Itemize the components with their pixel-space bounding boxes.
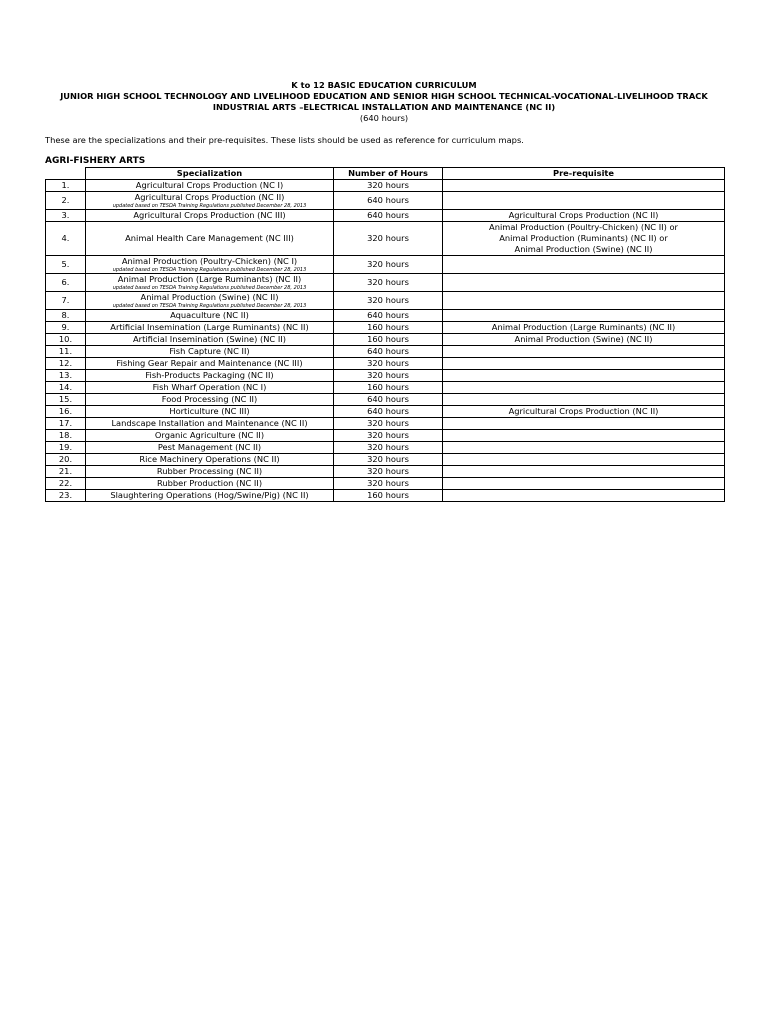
table-row xyxy=(46,490,725,502)
prerequisite-cell xyxy=(443,370,725,382)
hours-cell: 320 hours xyxy=(334,358,443,370)
hours-cell: 320 hours xyxy=(334,466,443,478)
row-number: 15. xyxy=(46,394,86,406)
row-number: 19. xyxy=(46,442,86,454)
row-number: 23. xyxy=(46,490,86,502)
prerequisite-line: Agricultural Crops Production (NC II) xyxy=(508,210,659,220)
prerequisite-cell xyxy=(443,394,725,406)
prerequisite-cell xyxy=(443,334,725,346)
section-title: AGRI-FISHERY ARTS xyxy=(45,156,146,166)
specialization-name: Food Processing (NC II) xyxy=(161,394,258,404)
specialization-name: Animal Production (Swine) (NC II) xyxy=(140,292,279,302)
table-row xyxy=(46,334,725,346)
specialization-name: Fishing Gear Repair and Maintenance (NC III) xyxy=(116,358,303,368)
prerequisite-cell xyxy=(443,454,725,466)
row-number: 16. xyxy=(46,406,86,418)
prerequisite-line: Agricultural Crops Production (NC II) xyxy=(508,406,659,416)
prerequisite-line: Animal Production (Ruminants) (NC II) or xyxy=(499,233,668,243)
row-number: 8. xyxy=(46,310,86,322)
specialization-cell xyxy=(86,406,334,418)
hours-cell: 320 hours xyxy=(334,454,443,466)
specialization-name: Agricultural Crops Production (NC II) xyxy=(134,192,285,202)
table-row xyxy=(46,406,725,418)
hours-cell: 320 hours xyxy=(334,478,443,490)
specialization-cell xyxy=(86,454,334,466)
specialization-name: Artificial Insemination (Swine) (NC II) xyxy=(133,334,286,344)
table-row xyxy=(46,358,725,370)
specialization-name: Rice Machinery Operations (NC II) xyxy=(139,454,280,464)
prerequisite-cell xyxy=(443,346,725,358)
specialization-cell xyxy=(86,442,334,454)
specialization-table xyxy=(45,167,725,502)
row-number: 9. xyxy=(46,322,86,334)
specialization-cell xyxy=(86,478,334,490)
table-row xyxy=(46,274,725,292)
header-duration: (640 hours) xyxy=(359,113,409,123)
row-number: 5. xyxy=(46,256,86,274)
row-number: 10. xyxy=(46,334,86,346)
specialization-name: Landscape Installation and Maintenance (NC II) xyxy=(111,418,308,428)
specialization-name: Animal Production (Large Ruminants) (NC II) xyxy=(117,274,302,284)
prerequisite-cell xyxy=(443,418,725,430)
row-number: 3. xyxy=(46,210,86,222)
hours-cell: 320 hours xyxy=(334,274,443,292)
table-row xyxy=(46,256,725,274)
specialization-name: Artificial Insemination (Large Ruminants) (NC II) xyxy=(110,322,309,332)
table-row xyxy=(46,430,725,442)
prerequisite-cell xyxy=(443,322,725,334)
header-title: K to 12 BASIC EDUCATION CURRICULUM xyxy=(291,80,477,90)
prerequisite-cell xyxy=(443,430,725,442)
specialization-cell xyxy=(86,394,334,406)
specialization-cell xyxy=(86,292,334,310)
header-strand: INDUSTRIAL ARTS –ELECTRICAL INSTALLATION AND MAINTENANCE (NC II) xyxy=(212,102,556,112)
prerequisite-cell xyxy=(443,256,725,274)
hours-cell: 320 hours xyxy=(334,442,443,454)
prerequisite-cell xyxy=(443,192,725,210)
specialization-name: Fish-Products Packaging (NC II) xyxy=(145,370,274,380)
specialization-name: Animal Health Care Management (NC III) xyxy=(125,233,294,243)
table-row xyxy=(46,454,725,466)
table-row xyxy=(46,310,725,322)
specialization-cell xyxy=(86,358,334,370)
prerequisite-cell xyxy=(443,222,725,256)
specialization-name: Animal Production (Poultry-Chicken) (NC I) xyxy=(121,256,298,266)
header-cell-blank xyxy=(46,168,86,180)
prerequisite-cell xyxy=(443,310,725,322)
prerequisite-line: Animal Production (Large Ruminants) (NC II) xyxy=(491,322,676,332)
row-number: 17. xyxy=(46,418,86,430)
hours-cell: 160 hours xyxy=(334,382,443,394)
document-header xyxy=(0,80,768,124)
prerequisite-cell xyxy=(443,406,725,418)
prerequisite-cell xyxy=(443,180,725,192)
row-number: 6. xyxy=(46,274,86,292)
hours-cell: 320 hours xyxy=(334,418,443,430)
row-number: 12. xyxy=(46,358,86,370)
table-row xyxy=(46,322,725,334)
update-note: updated based on TESDA Training Regulations published December 28, 2013 xyxy=(112,303,307,309)
update-note: updated based on TESDA Training Regulations published December 28, 2013 xyxy=(112,203,307,209)
row-number: 11. xyxy=(46,346,86,358)
row-number: 4. xyxy=(46,222,86,256)
table-row xyxy=(46,418,725,430)
row-number: 21. xyxy=(46,466,86,478)
update-note: updated based on TESDA Training Regulations published December 28, 2013 xyxy=(112,267,307,273)
specialization-name: Fish Capture (NC II) xyxy=(169,346,250,356)
specialization-name: Pest Management (NC II) xyxy=(157,442,262,452)
hours-cell: 640 hours xyxy=(334,310,443,322)
row-number: 7. xyxy=(46,292,86,310)
update-note: updated based on TESDA Training Regulations published December 28, 2013 xyxy=(112,285,307,291)
specialization-cell xyxy=(86,222,334,256)
table-row xyxy=(46,478,725,490)
specialization-cell xyxy=(86,192,334,210)
row-number: 13. xyxy=(46,370,86,382)
table-row xyxy=(46,292,725,310)
table-row xyxy=(46,466,725,478)
row-number: 1. xyxy=(46,180,86,192)
specialization-name: Rubber Processing (NC II) xyxy=(156,466,263,476)
specialization-name: Aquaculture (NC II) xyxy=(170,310,249,320)
specialization-table-container xyxy=(45,167,725,507)
row-number: 2. xyxy=(46,192,86,210)
hours-cell: 160 hours xyxy=(334,334,443,346)
specialization-name: Fish Wharf Operation (NC I) xyxy=(152,382,267,392)
specialization-name: Rubber Production (NC II) xyxy=(156,478,263,488)
intro-text: These are the specializations and their pre-requisites. These lists should be used as reference for curriculum maps. xyxy=(45,135,524,145)
specialization-cell xyxy=(86,466,334,478)
specialization-cell xyxy=(86,274,334,292)
specialization-cell xyxy=(86,256,334,274)
specialization-name: Organic Agriculture (NC II) xyxy=(154,430,265,440)
specialization-cell xyxy=(86,346,334,358)
prerequisite-cell xyxy=(443,292,725,310)
hours-cell: 320 hours xyxy=(334,256,443,274)
prerequisite-cell xyxy=(443,466,725,478)
hours-cell: 640 hours xyxy=(334,346,443,358)
header-cell-specialization: Specialization xyxy=(86,168,334,180)
prerequisite-cell xyxy=(443,478,725,490)
prerequisite-line: Animal Production (Swine) (NC II) xyxy=(514,244,653,254)
prerequisite-cell xyxy=(443,382,725,394)
prerequisite-cell xyxy=(443,274,725,292)
table-body xyxy=(46,180,725,502)
header-subtitle: JUNIOR HIGH SCHOOL TECHNOLOGY AND LIVELIHOOD EDUCATION AND SENIOR HIGH SCHOOL TECHNICAL-VOCATIONAL-LIVELIHOOD TRACK xyxy=(60,91,708,101)
prerequisite-cell xyxy=(443,490,725,502)
prerequisite-cell xyxy=(443,442,725,454)
hours-cell: 160 hours xyxy=(334,490,443,502)
table-row xyxy=(46,394,725,406)
row-number: 22. xyxy=(46,478,86,490)
row-number: 14. xyxy=(46,382,86,394)
table-row xyxy=(46,222,725,256)
specialization-name: Agricultural Crops Production (NC I) xyxy=(135,180,284,190)
table-row xyxy=(46,370,725,382)
table-row xyxy=(46,442,725,454)
prerequisite-cell xyxy=(443,210,725,222)
hours-cell: 320 hours xyxy=(334,222,443,256)
table-row xyxy=(46,180,725,192)
table-header-row xyxy=(46,168,725,180)
hours-cell: 640 hours xyxy=(334,406,443,418)
hours-cell: 640 hours xyxy=(334,192,443,210)
specialization-name: Slaughtering Operations (Hog/Swine/Pig) (NC II) xyxy=(110,490,309,500)
hours-cell: 160 hours xyxy=(334,322,443,334)
prerequisite-line: Animal Production (Swine) (NC II) xyxy=(514,334,653,344)
specialization-cell xyxy=(86,370,334,382)
table-row xyxy=(46,346,725,358)
specialization-name: Agricultural Crops Production (NC III) xyxy=(133,210,286,220)
hours-cell: 320 hours xyxy=(334,180,443,192)
specialization-cell xyxy=(86,180,334,192)
specialization-cell xyxy=(86,382,334,394)
table-row xyxy=(46,382,725,394)
specialization-cell xyxy=(86,322,334,334)
specialization-name: Horticulture (NC III) xyxy=(169,406,250,416)
header-cell-hours: Number of Hours xyxy=(334,168,443,180)
specialization-cell xyxy=(86,418,334,430)
specialization-cell xyxy=(86,430,334,442)
table-row xyxy=(46,192,725,210)
specialization-cell xyxy=(86,210,334,222)
specialization-cell xyxy=(86,334,334,346)
hours-cell: 640 hours xyxy=(334,210,443,222)
specialization-cell xyxy=(86,490,334,502)
specialization-cell xyxy=(86,310,334,322)
table-row xyxy=(46,210,725,222)
hours-cell: 320 hours xyxy=(334,430,443,442)
hours-cell: 640 hours xyxy=(334,394,443,406)
row-number: 20. xyxy=(46,454,86,466)
header-cell-prerequisite: Pre-requisite xyxy=(443,168,725,180)
prerequisite-line: Animal Production (Poultry-Chicken) (NC II) or xyxy=(489,222,678,232)
prerequisite-cell xyxy=(443,358,725,370)
hours-cell: 320 hours xyxy=(334,292,443,310)
hours-cell: 320 hours xyxy=(334,370,443,382)
row-number: 18. xyxy=(46,430,86,442)
